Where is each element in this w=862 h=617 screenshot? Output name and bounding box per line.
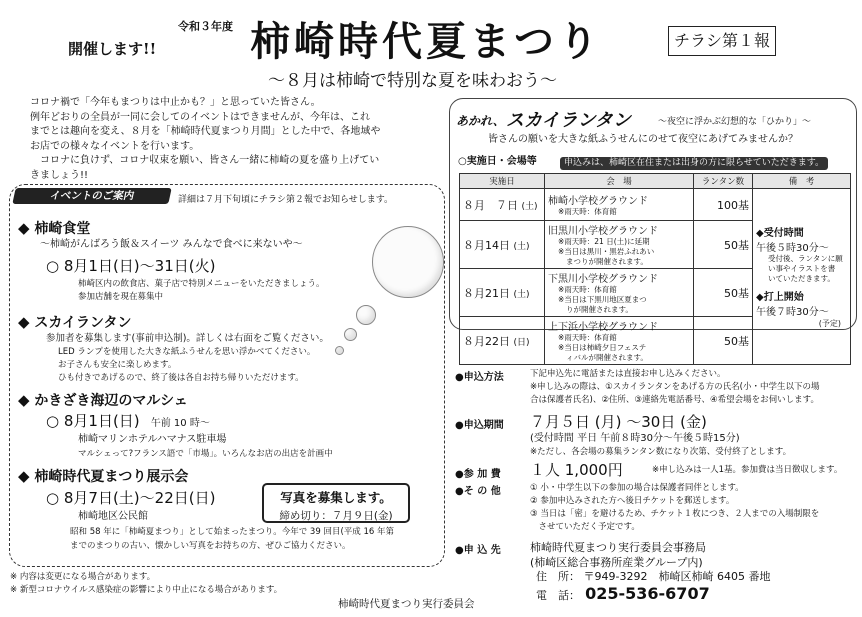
apply-other-line: ③ 当日は「密」を避けるため、チケット１枚につき、２人までの入場制限を [530,509,820,519]
diamond-icon: ◆ [18,467,30,485]
lantern-schedule-table [459,173,851,365]
cell-count: 100基 [694,189,753,221]
remark-line: 受付後、ランタンに願 [768,254,843,263]
photo-callout-title: 写真を募集します。 [280,490,392,505]
event-date: ○ 8月7日(土)～22日(日) [46,489,216,507]
event-title-text: 柿崎時代夏まつり展示会 [34,469,189,485]
eligibility-text: 申込みは、柿崎区在住または出身の方に限らせていただきます。 [560,157,828,170]
events-heading [12,188,171,204]
diamond-icon: ◆ [18,219,30,237]
event-line: 参加者を募集します(事前申込制)。詳しくは右面をご覧ください。 [46,333,329,344]
apply-fee-note: ※申し込みは一人1基。参加費は当日徴収します。 [652,465,843,475]
event-date: ○ 8月1日(日)～31日(火) [46,257,216,275]
apply-method-line: 下記申込先に電話または直接お申し込みください。 [530,369,726,379]
footnote: ※ 新型コロナウイルス感染症の影響により中止になる場合があります。 [10,585,283,595]
event-line: 参加店舗を現在募集中 [78,292,164,302]
intro-line: お店での様々なイベントを行います。 [30,140,200,152]
lantern-tagline: ～夜空に浮かぶ幻想的な「ひかり」～ [658,117,812,127]
venue-note: ※当日は下黒川地区夏まつ [558,295,647,304]
apply-period: ７月５日 (月) ～30日 (金) [530,413,707,431]
cell-remarks [753,189,851,365]
cell-count: 50基 [694,317,753,365]
dow-text: (日) [513,337,530,348]
event-date-text: ○ 8月1日(日) [46,412,140,430]
tel-number: 025-536-6707 [585,584,710,603]
venue-text: 旧黒川小学校グラウンド [548,226,658,237]
page-subtitle: ～８月は柿崎で特別な夏を味わおう～ [268,71,557,91]
column-header: 実施日 [460,174,545,189]
apply-period-note: ※ただし、各会場の募集ランタン数になり次第、受付終了とします。 [530,447,792,457]
venue-note: ※雨天時：体育館 [558,207,617,216]
cell-venue [545,221,694,269]
apply-other-line: させていただく予定です。 [530,522,640,532]
lantern-kicker: あかれ、 [456,114,505,128]
diamond-icon: ◆ [18,391,30,409]
remark-heading: ◆受付時間 [756,228,804,239]
bubble-small [344,328,357,341]
bubble-medium [356,305,376,325]
event-line: ～柿崎がんばろう飯＆スイーツ みんなで食べに来ないや～ [40,239,303,250]
apply-fee-label: ●参 加 費 [455,469,501,480]
event-line: LED ランプを使用した大きな紙ふうせんを思い浮かべてください。 [58,347,316,357]
dow-text: (土) [513,289,530,300]
cell-date [460,221,545,269]
venue-note: ※雨天時：体育館 [558,285,617,294]
venue-note: まつりが開催されます。 [566,257,648,266]
event-title-text: かきざき海辺のマルシェ [34,393,188,409]
remark-line: 午後７時30分～ [756,307,829,318]
apply-to: 柿崎時代夏まつり実行委員会事務局 [530,541,706,554]
events-heading-text: イベントのご案内 [48,190,136,202]
venue-note: りが開催されます。 [566,305,633,314]
apply-other-label: ●そ の 他 [455,486,501,497]
remark-line: 午後５時30分～ [756,243,829,254]
remark-line: (予定) [818,319,841,328]
event-title [18,390,188,410]
venue-note: ※雨天時：21 日(土)に延期 [558,237,650,246]
page-title: 柿崎時代夏まつり [250,18,602,65]
venue-note: ィバルが開催されます。 [566,353,648,362]
address-label: 住 所： [536,570,580,583]
intro-line: までとは趣向を変え、８月を「柿崎時代夏まつり月間」とした中で、各地域や [30,126,381,137]
lantern-eligibility [560,150,828,170]
fiscal-year: 令和３年度 [178,20,233,33]
footer-organizer: 柿崎時代夏まつり実行委員会 [338,598,475,610]
lantern-desc: 皆さんの願いを大きな紙ふうせんにのせて夜空にあげてみませんか？ [488,134,798,145]
date-text: ８月14日 [463,238,510,252]
intro-line: きましょう!! [30,169,89,181]
column-header: ランタン数 [694,174,753,189]
kaisai-banner: 開催します!! [68,40,157,58]
intro-text [30,96,440,183]
date-text: ８月22日 [463,334,510,348]
apply-fee: １人 1,000円 [530,461,623,479]
intro-line: コロナ禍で「今年もまつりは中止かも？」と思っていた皆さん。 [30,97,321,108]
cell-date [460,189,545,221]
apply-period-sub: (受付時間 平日 午前８時30分～午後５時15分) [530,433,740,444]
tel-label: 電 話： [536,589,580,602]
column-header: 備 考 [753,174,851,189]
event-line: までのまつりの古い、懐かしい写真をお持ちの方、ぜひご協力ください。 [70,541,351,551]
cell-venue [545,317,694,365]
venue-text: 上下浜小学校グラウンド [548,322,658,333]
intro-line: 例年どおりの全員が一同に会してのイベントはできませんが、今年は、これ [30,111,370,123]
venue-note: ※当日は柿崎夕日フェステ [558,343,647,352]
column-header: 会 場 [545,174,694,189]
apply-to-sub: (柿崎区総合事務所産業グループ内) [530,556,703,569]
dow-text: (土) [521,201,538,212]
table-row [460,189,851,221]
footnote: ※ 内容は変更になる場合があります。 [10,572,156,582]
event-title [18,466,188,486]
intro-line: コロナに負けず、コロナ収束を願い、皆さん一緒に柿崎の夏を盛り上げてい [30,155,380,166]
apply-tel [536,584,710,603]
remark-line: いていただきます。 [768,274,835,283]
venue-note: ※当日は黒川・黒岩ふれあい [558,247,655,256]
apply-other-line: ① 小・中学生以下の参加の場合は保護者同伴とします。 [530,483,744,493]
event-title [18,218,90,238]
remark-line: い事やイラストを書 [768,264,836,273]
lantern-date-label: ○実施日・会場等 [458,156,537,167]
event-date [46,410,210,431]
event-title-text: スカイランタン [34,315,132,331]
event-line: ひも付きであげるので、終了後は各自お持ち帰りいただけます。 [58,373,304,383]
dow-text: (土) [513,241,530,252]
event-line: 昭和 58 年に「柿崎夏まつり」として始まったまつり。今年で 39 回目(平成 16 年第 [70,527,394,537]
venue-note: ※雨天時：体育館 [558,333,617,342]
date-text: ８月 ７日 [463,198,518,212]
event-line: 柿崎地区公民館 [78,511,148,522]
event-line: お子さんも安全に楽しめます。 [58,360,177,370]
date-text: ８月21日 [463,286,510,300]
venue-text: 下黒川小学校グラウンド [548,274,658,285]
flyer-number: チラシ第１報 [673,31,770,50]
apply-address [536,568,770,584]
apply-period-label: ●申込期間 [455,420,504,431]
diamond-icon: ◆ [18,313,30,331]
cell-date [460,317,545,365]
photo-callout [262,483,410,523]
table-header-row [460,174,851,189]
cell-count: 50基 [694,221,753,269]
event-title-text: 柿崎食堂 [34,221,91,237]
events-note: 詳細は７月下旬頃にチラシ第２報でお知らせします。 [178,195,394,205]
flyer-number-badge [668,26,776,56]
bubble-tiny [335,346,344,355]
event-title [18,312,131,332]
venue-text: 柿崎小学校グラウンド [548,196,648,207]
apply-method-line: ※申し込みの際は、①スカイランタンをあげる方の氏名(小・中学生以下の場 [530,382,820,392]
apply-method-label: ●申込方法 [455,372,504,383]
apply-to-label: ●申 込 先 [455,545,501,556]
address-text: 〒949-3292 柿崎区柿崎 6405 番地 [583,570,771,583]
cell-date [460,269,545,317]
apply-other-line: ② 参加申込みされた方へ後日チケットを郵送します。 [530,496,735,506]
lantern-title: スカイランタン [506,110,631,131]
event-time: 午前 10 時～ [150,418,210,429]
event-line: 柿崎区内の飲食店、菓子店で特別メニューをいただきましょう。 [78,279,325,289]
apply-method-line: 合は保護者氏名)、②住所、③連絡先電話番号、④希望会場をお伺いします。 [530,395,819,405]
event-line: マルシェって?フランス語で「市場」。いろんなお店の出店を計画中 [78,449,333,459]
bubble-large [372,226,444,298]
cell-count: 50基 [694,269,753,317]
cell-venue [545,269,694,317]
photo-callout-deadline: 締め切り：７月９日(金) [279,510,393,522]
event-line: 柿崎マリンホテルハマナス駐車場 [78,434,227,445]
cell-venue [545,189,694,221]
remark-heading: ◆打上開始 [756,292,804,303]
